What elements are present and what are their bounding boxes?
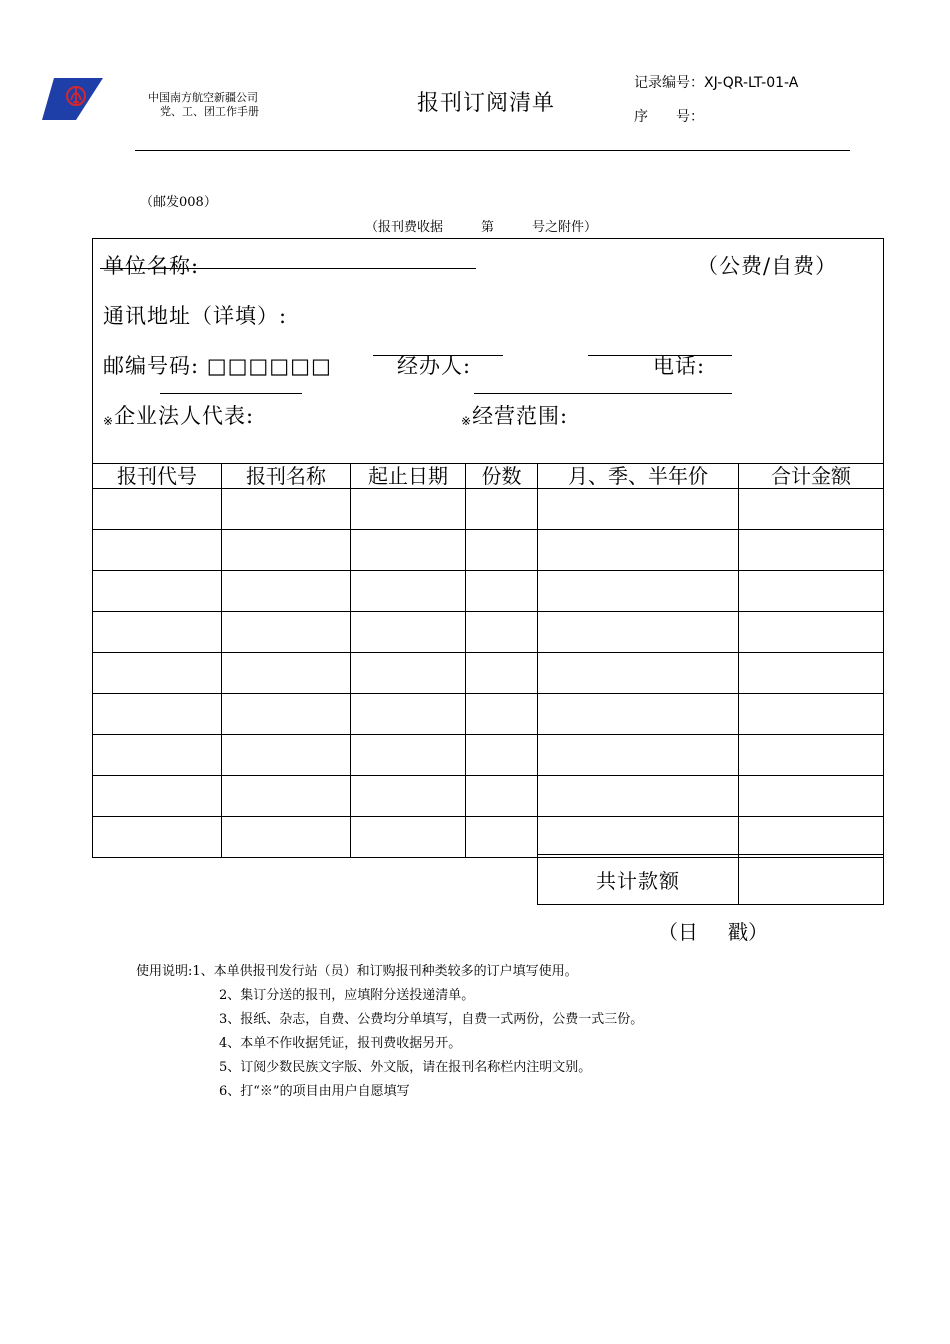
table-cell[interactable] [538, 694, 739, 735]
table-cell[interactable] [93, 653, 222, 694]
receipt-attachment-note [365, 216, 597, 235]
total-label: 共计款额 [538, 855, 739, 905]
notes-line-6 [136, 1080, 578, 1104]
note-item: 2、集订分送的报刊，应填附分送投递清单。 [219, 988, 475, 1003]
table-cell[interactable] [222, 776, 351, 817]
table-cell[interactable] [93, 776, 222, 817]
table-cell[interactable] [739, 489, 884, 530]
subscription-table [92, 463, 884, 858]
legal-rep-label: 企业法人代表: [114, 404, 255, 428]
table-cell[interactable] [351, 735, 466, 776]
table-cell[interactable] [222, 612, 351, 653]
notes-line-1 [136, 960, 578, 984]
table-cell[interactable] [538, 735, 739, 776]
table-cell[interactable] [466, 694, 538, 735]
table-cell[interactable] [538, 612, 739, 653]
table-cell[interactable] [538, 530, 739, 571]
unit-name-label: 单位名称: [103, 254, 200, 278]
table-cell[interactable] [222, 489, 351, 530]
table-cell[interactable] [739, 612, 884, 653]
note-item: 3、报纸、杂志，自费、公费均分单填写，自费一式两份，公费一式三份。 [219, 1012, 644, 1027]
table-cell[interactable] [93, 817, 222, 858]
table-row [93, 694, 884, 735]
company-line-2: 党、工、团工作手册 [160, 105, 259, 118]
table-cell[interactable] [466, 817, 538, 858]
usage-notes [136, 960, 644, 1104]
sequence-number: 序 号： [634, 109, 704, 125]
table-cell[interactable] [93, 694, 222, 735]
notes-line-4 [136, 1032, 578, 1056]
table-row [93, 530, 884, 571]
business-scope-line[interactable] [474, 393, 732, 394]
column-header-price: 月、季、半年价 [538, 464, 739, 489]
optional-mark: ※ [461, 414, 473, 428]
column-header-code: 报刊代号 [93, 464, 222, 489]
fee-type-label: （公费/自费） [697, 254, 838, 278]
table-cell[interactable] [466, 612, 538, 653]
company-line-1: 中国南方航空新疆公司 [148, 91, 258, 104]
table-cell[interactable] [222, 735, 351, 776]
table-row [93, 653, 884, 694]
table-row [93, 489, 884, 530]
table-cell[interactable] [93, 489, 222, 530]
table-cell[interactable] [739, 571, 884, 612]
form-code: （邮发008） [140, 195, 217, 210]
column-header-dates: 起止日期 [351, 464, 466, 489]
optional-mark: ※ [103, 414, 115, 428]
unit-name-line[interactable] [100, 268, 476, 269]
table-cell[interactable] [222, 571, 351, 612]
table-cell[interactable] [538, 653, 739, 694]
business-scope-label: 经营范围: [472, 404, 569, 428]
column-header-total: 合计金额 [739, 464, 884, 489]
note-item: 1、本单供报刊发行站（员）和订购报刊种类较多的订户填写使用。 [192, 964, 578, 979]
table-cell[interactable] [351, 612, 466, 653]
notes-line-5 [136, 1056, 592, 1080]
table-cell[interactable] [351, 694, 466, 735]
table-cell[interactable] [222, 530, 351, 571]
table-cell[interactable] [466, 735, 538, 776]
table-cell[interactable] [351, 776, 466, 817]
header-divider [135, 150, 850, 151]
receipt-suffix: 号之附件） [532, 220, 598, 235]
receipt-mid: 第 [481, 220, 495, 235]
phone-line[interactable] [588, 355, 732, 356]
notes-line-3 [136, 1008, 644, 1032]
table-cell[interactable] [93, 612, 222, 653]
table-cell[interactable] [739, 817, 884, 858]
table-cell[interactable] [466, 571, 538, 612]
table-cell[interactable] [739, 653, 884, 694]
page-title: 报刊订阅清单 [417, 91, 556, 116]
legal-rep-field [103, 400, 254, 430]
company-name [148, 91, 259, 119]
handler-line[interactable] [373, 355, 503, 356]
table-cell[interactable] [739, 735, 884, 776]
table-cell[interactable] [538, 489, 739, 530]
record-number: 记录编号：XJ-QR-LT-01-A [634, 75, 799, 91]
table-cell[interactable] [466, 653, 538, 694]
table-cell[interactable] [466, 489, 538, 530]
table-cell[interactable] [739, 694, 884, 735]
table-cell[interactable] [222, 694, 351, 735]
table-row [93, 817, 884, 858]
table-cell[interactable] [466, 530, 538, 571]
phone-label: 电话: [653, 354, 706, 378]
postcode-label: 邮编号码: □□□□□□ [103, 354, 332, 378]
table-cell[interactable] [93, 571, 222, 612]
table-cell[interactable] [538, 571, 739, 612]
notes-label: 使用说明: [136, 964, 193, 979]
total-amount-cell[interactable] [739, 855, 884, 905]
column-header-copies: 份数 [466, 464, 538, 489]
address-label: 通讯地址（详填）: [103, 304, 288, 328]
table-row [93, 612, 884, 653]
note-item: 4、本单不作收据凭证，报刊费收据另开。 [219, 1036, 462, 1051]
note-item: 6、打“※”的项目由用户自愿填写 [219, 1084, 410, 1099]
table-cell[interactable] [351, 530, 466, 571]
company-logo [40, 76, 104, 122]
stamp-right: 戳） [728, 920, 768, 944]
business-scope-field [461, 400, 568, 430]
table-cell[interactable] [93, 735, 222, 776]
table-cell[interactable] [466, 776, 538, 817]
legal-rep-line[interactable] [160, 393, 302, 394]
table-cell[interactable] [351, 817, 466, 858]
table-header-row [93, 464, 884, 489]
table-cell[interactable] [351, 489, 466, 530]
total-row [537, 854, 884, 905]
stamp-left: （日 [658, 920, 698, 944]
table-cell[interactable] [351, 653, 466, 694]
date-stamp [658, 916, 768, 945]
receipt-prefix: （报刊费收据 [365, 220, 444, 235]
table-cell[interactable] [222, 817, 351, 858]
note-item: 5、订阅少数民族文字版、外文版，请在报刊名称栏内注明文别。 [219, 1060, 592, 1075]
table-cell[interactable] [351, 571, 466, 612]
table-cell[interactable] [538, 776, 739, 817]
column-header-name: 报刊名称 [222, 464, 351, 489]
airline-tail-logo-icon [40, 76, 104, 122]
table-cell[interactable] [739, 776, 884, 817]
table-row [93, 571, 884, 612]
table-cell[interactable] [222, 653, 351, 694]
table-cell[interactable] [538, 817, 739, 858]
handler-label: 经办人: [397, 354, 472, 378]
table-row [93, 776, 884, 817]
table-row [93, 735, 884, 776]
table-cell[interactable] [739, 530, 884, 571]
notes-line-2 [136, 984, 578, 1008]
table-cell[interactable] [93, 530, 222, 571]
